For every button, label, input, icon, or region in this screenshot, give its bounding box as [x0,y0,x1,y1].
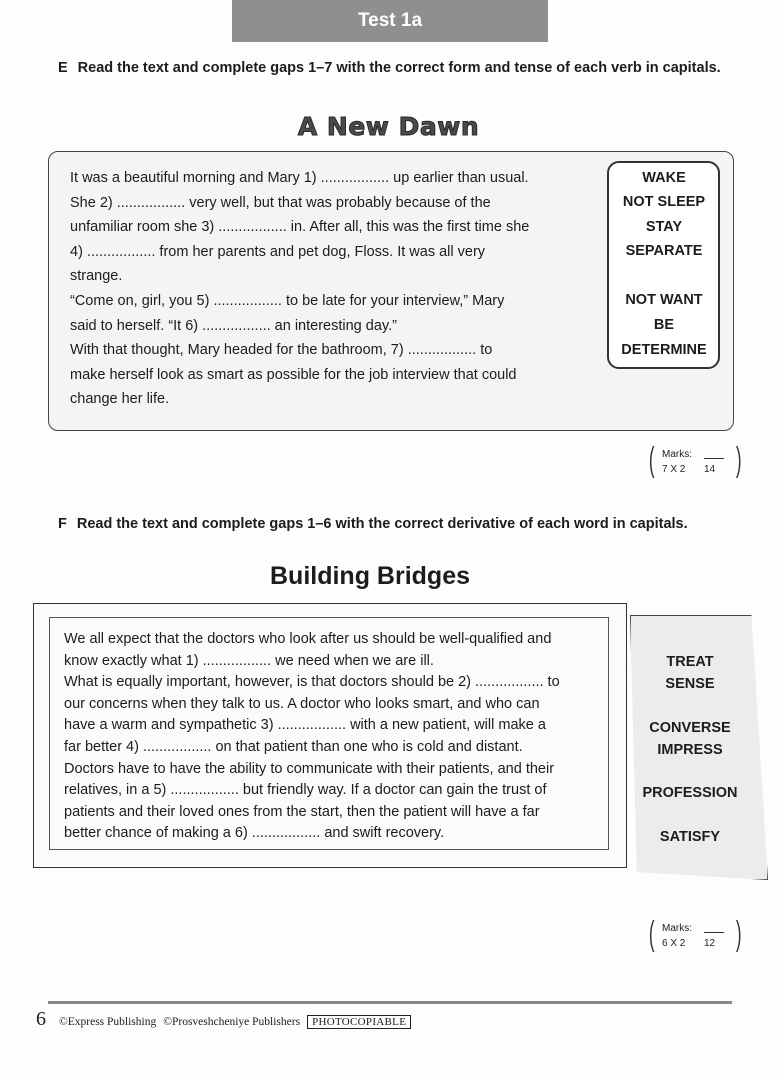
capital-word: BE [653,317,675,333]
section-f-instruction-text: Read the text and complete gaps 1–6 with the correct derivative of each word in capitals. [76,516,688,532]
section-e-instruction-text: Read the text and complete gaps 1–7 with the correct form and tense of each verb in capitals. [77,60,721,76]
marks-calc: 6 X 2 [662,938,686,949]
section-f-title: Building Bridges [270,562,470,590]
section-f-instruction [58,516,688,532]
capital-word: NOT SLEEP [622,194,706,210]
passage-line: She 2) ................. very well, but that was probably because of the [70,194,491,211]
passage-line: What is equally important, however, is that doctors should be 2) ................. to [64,674,560,691]
derivative-word: CONVERSE [649,720,731,736]
section-e-passage [70,166,558,412]
section-e-title: A New Dawn [297,112,480,141]
photocopiable-badge: PHOTOCOPIABLE [307,1015,411,1029]
capital-word: WAKE [642,170,686,186]
section-e-word-box [607,161,720,369]
marks-calc: 7 X 2 [662,464,686,475]
passage-line: With that thought, Mary headed for the bathroom, 7) ................. to [70,342,493,359]
passage-line: We all expect that the doctors who look after us should be well-qualified and [64,631,552,647]
passage-line: relatives, in a 5) ................. but friendly way. If a doctor can gain the trust of [64,782,547,799]
marks-label: Marks: [662,923,692,934]
section-e-letter: E [58,60,68,76]
capital-word: SEPARATE [625,243,703,259]
section-f-letter: F [58,516,67,532]
capital-word: NOT WANT [625,292,703,308]
marks-total: 12 [704,938,716,949]
passage-line: know exactly what 1) ................. we need when we are ill. [64,652,434,669]
passage-line: said to herself. “It 6) ................. an interesting day.” [70,317,397,334]
derivative-word: TREAT [666,654,714,670]
derivative-word: IMPRESS [657,742,723,758]
passage-line: Doctors have to have the ability to communicate with their patients, and their [64,760,555,777]
marks-label: Marks: [662,449,692,460]
section-f-marks: ( ) Marks: 6 X 2 12 [648,915,742,953]
section-e-marks: ( ) Marks: 7 X 2 14 [648,441,742,479]
capital-word: DETERMINE [621,342,707,358]
passage-line: “Come on, girl, you 5) ................. to be late for your interview,” Mary [70,292,505,309]
passage-line: better chance of making a 6) ................. and swift recovery. [64,825,445,842]
capital-word: STAY [645,219,683,235]
marks-total: 14 [704,464,716,475]
footer-divider [48,1001,732,1004]
passage-line: unfamiliar room she 3) ................. in. After all, this was the first time she [70,219,530,236]
page-footer [36,1008,411,1031]
derivative-word: SATISFY [659,829,721,845]
passage-line: our concerns when they talk to us. A doctor who looks smart, and who can [64,695,540,712]
passage-line: 4) ................. from her parents and pet dog, Floss. It was all very [70,243,486,260]
passage-line: far better 4) ................. on that patient than one who is cold and distant. [64,738,523,755]
passage-line: have a warm and sympathetic 3) ................. with a new patient, will make a [64,717,546,734]
passage-line: change her life. [70,391,170,408]
page-number: 6 [36,1008,46,1030]
passage-line: strange. [70,268,123,285]
passage-line: It was a beautiful morning and Mary 1) ................. up earlier than usual. [70,170,529,186]
publisher-credit: ©Express Publishing [59,1016,157,1028]
derivative-word: PROFESSION [642,785,738,801]
section-f-passage [64,629,592,845]
derivative-word: SENSE [665,676,715,692]
passage-line: make herself look as smart as possible for the job interview that could [70,366,517,383]
section-e-instruction [58,60,721,76]
passage-line: patients and their loved ones from the start, then the patient will have a far [64,803,540,820]
test-title: Test 1a [232,0,548,42]
publisher-credit: ©Prosveshcheniye Publishers [163,1016,301,1028]
